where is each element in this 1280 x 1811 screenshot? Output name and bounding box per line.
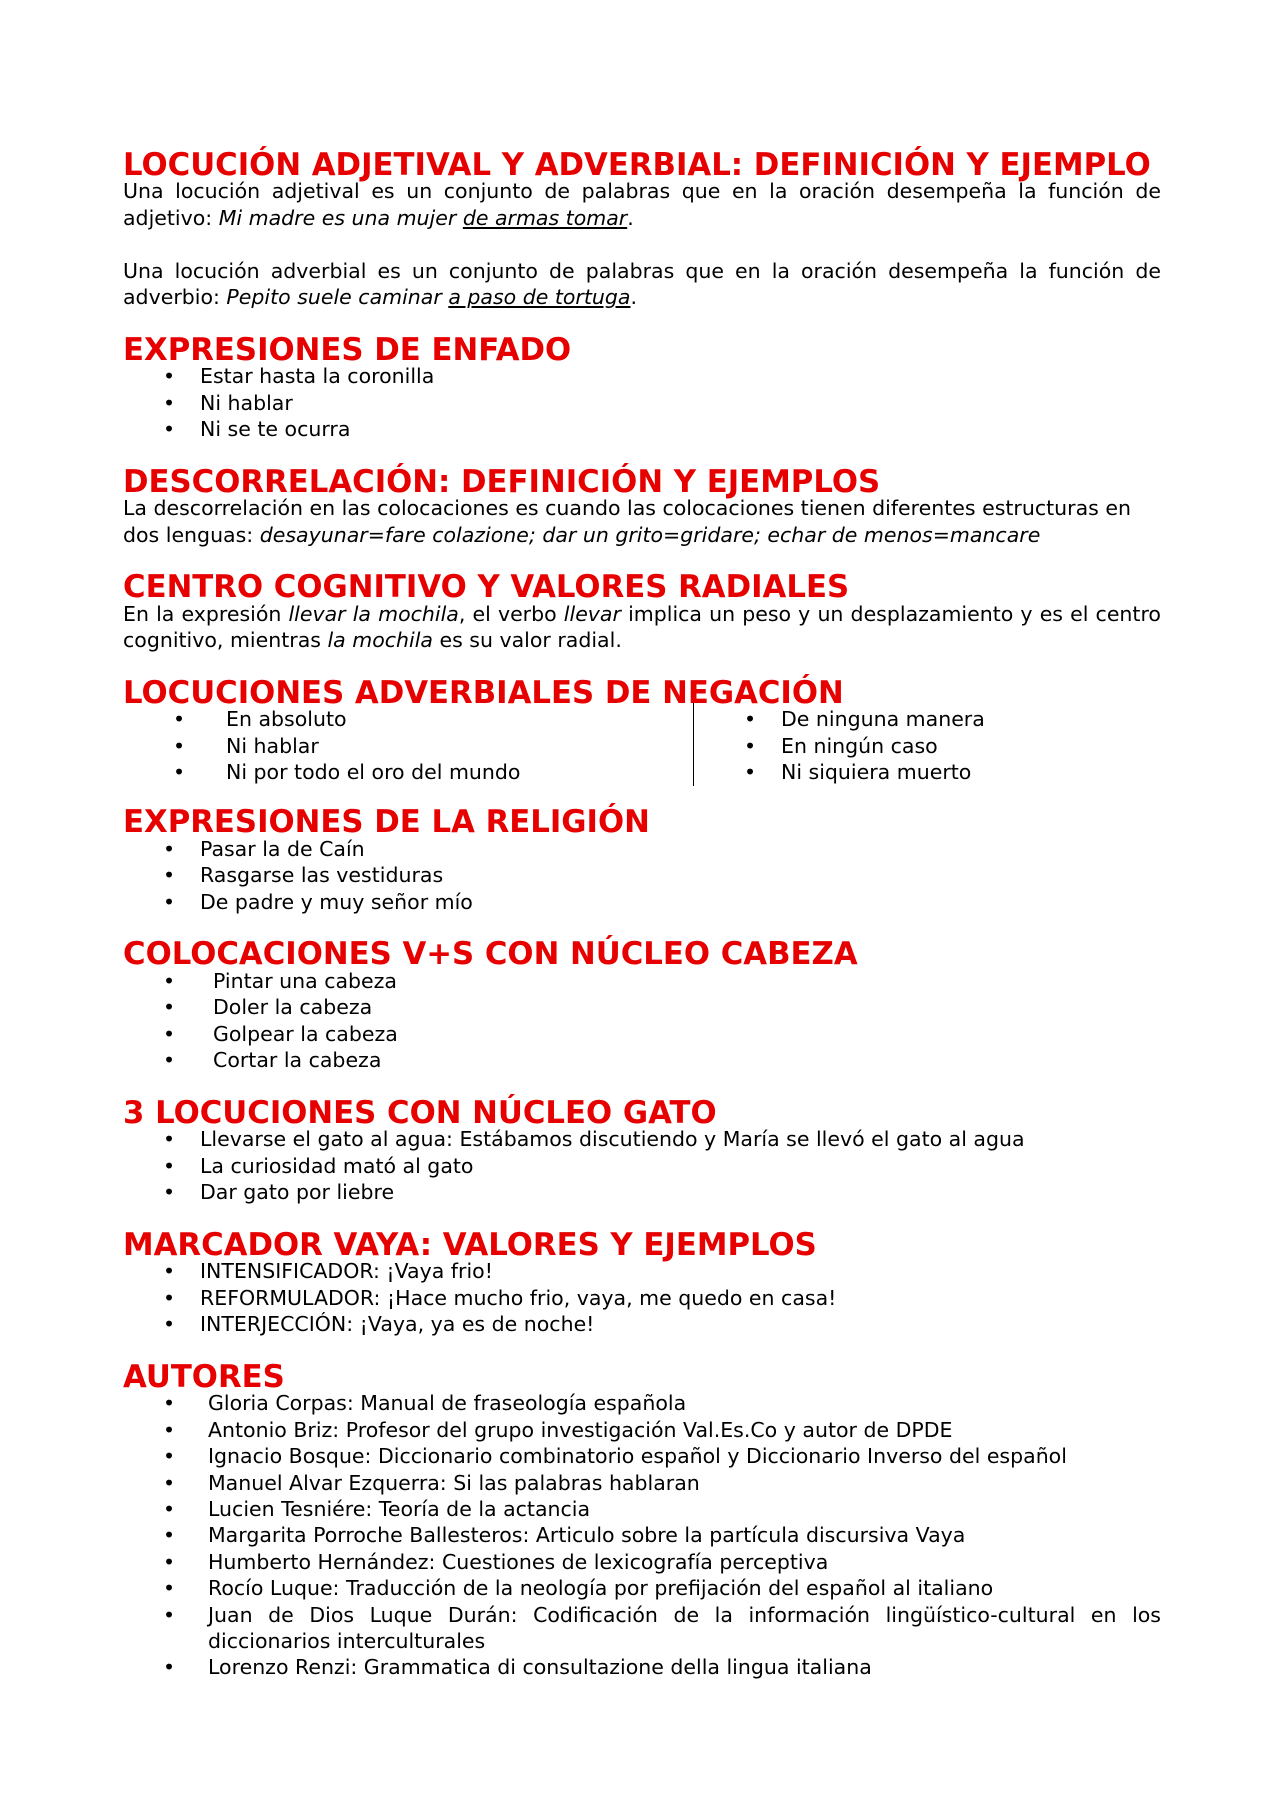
list-autores — [123, 1390, 1161, 1680]
list-item: • Lucien Tesniére: Teoría de la actancia — [123, 1496, 1161, 1522]
example: Pepito suele caminar — [226, 285, 449, 310]
list-item: • Rocío Luque: Traducción de la neología por prefijación del español al italiano — [123, 1575, 1161, 1601]
heading-cabeza: COLOCACIONES V+S CON NÚCLEO CABEZA — [123, 936, 858, 973]
list-item: • Llevarse el gato al agua: Estábamos discutiendo y María se llevó el gato al agua — [123, 1126, 1161, 1152]
list-item: • La curiosidad mató al gato — [123, 1153, 1161, 1179]
list-item: • INTERJECCIÓN: ¡Vaya, ya es de noche! — [123, 1311, 1161, 1337]
list-item: • En ningún caso — [744, 733, 1204, 759]
paragraph-locucion-adjetival — [123, 178, 1161, 231]
paragraph-descorrelacion — [123, 495, 1161, 548]
list-item: • Gloria Corpas: Manual de fraseología española — [123, 1390, 1161, 1416]
list-item: • Doler la cabeza — [123, 994, 1161, 1020]
list-item: • De ninguna manera — [744, 706, 1204, 732]
example: la mochila — [327, 628, 433, 653]
list-item: • Rasgarse las vestiduras — [123, 862, 1161, 888]
list-gato — [123, 1126, 1161, 1205]
text: implica un peso y un desplazamiento y es el centro cognitivo, mientras — [123, 601, 1161, 653]
list-item: • Dar gato por liebre — [123, 1179, 1161, 1205]
list-item: • Pintar una cabeza — [123, 968, 1161, 994]
list-item: • Ignacio Bosque: Diccionario combinatorio español y Diccionario Inverso del español — [123, 1443, 1161, 1469]
period: . — [630, 285, 637, 310]
heading-locucion: LOCUCIÓN ADJETIVAL Y ADVERBIAL: DEFINICIÓN Y EJEMPLO — [123, 147, 1151, 183]
list-item: • En absoluto — [173, 706, 693, 732]
list-religion — [123, 836, 1161, 915]
paragraph-centro-cognitivo — [123, 601, 1161, 654]
list-item: • Ni hablar — [173, 733, 693, 759]
list-item: • Ni por todo el oro del mundo — [173, 759, 693, 785]
list-item: • Ni se te ocurra — [123, 416, 1161, 442]
list-item: • Golpear la cabeza — [123, 1021, 1161, 1047]
list-item: • REFORMULADOR: ¡Hace mucho frio, vaya, me quedo en casa! — [123, 1285, 1161, 1311]
list-item: • Lorenzo Renzi: Grammatica di consultazione della lingua italiana — [123, 1654, 1161, 1680]
heading-vaya: MARCADOR VAYA: VALORES Y EJEMPLOS — [123, 1226, 817, 1263]
example: Mi madre es una mujer — [218, 205, 463, 230]
list-cabeza — [123, 968, 1161, 1074]
heading-negacion: LOCUCIONES ADVERBIALES DE NEGACIÓN — [123, 675, 844, 712]
heading-religion: EXPRESIONES DE LA RELIGIÓN — [123, 804, 650, 841]
text: La descorrelación en las colocaciones es cuando las colocaciones tienen diferentes estructuras en dos lenguas: — [123, 496, 1131, 547]
list-item: • Estar hasta la coronilla — [123, 363, 1161, 389]
period: . — [627, 205, 634, 230]
heading-centro-cognitivo: CENTRO COGNITIVO Y VALORES RADIALES — [123, 569, 850, 606]
heading-enfado: EXPRESIONES DE ENFADO — [123, 331, 572, 368]
list-item: • Margarita Porroche Ballesteros: Articulo sobre la partícula discursiva Vaya — [123, 1522, 1161, 1548]
list-item: • Antonio Briz: Profesor del grupo investigación Val.Es.Co y autor de DPDE — [123, 1417, 1161, 1443]
list-item: • Ni siquiera muerto — [744, 759, 1204, 785]
list-item: • De padre y muy señor mío — [123, 889, 1161, 915]
list-item: • INTENSIFICADOR: ¡Vaya frio! — [123, 1258, 1161, 1284]
text: Una locución adverbial es un conjunto de palabras que en la oración desempeña la función de adverbio: — [123, 258, 1161, 310]
list-negacion-right — [693, 703, 1204, 786]
list-item: • Manuel Alvar Ezquerra: Si las palabras hablaran — [123, 1470, 1161, 1496]
heading-descorrelacion: DESCORRELACIÓN: DEFINICIÓN Y EJEMPLOS — [123, 463, 881, 500]
list-negacion-left — [173, 706, 693, 785]
list-item: • Pasar la de Caín — [123, 836, 1161, 862]
paragraph-locucion-adverbial — [123, 258, 1161, 311]
document-page — [123, 147, 1161, 1681]
list-vaya — [123, 1258, 1161, 1337]
list-enfado — [123, 363, 1161, 442]
text: , el verbo — [458, 601, 564, 626]
text: Una locución adjetival es un conjunto de palabras que en la oración desempeña la función de adjetivo: — [123, 179, 1161, 230]
example-locution: de armas tomar — [462, 205, 628, 230]
examples: desayunar=fare colazione; dar un grito=gridare; echar de menos=mancare — [259, 522, 1041, 547]
list-item: • Cortar la cabeza — [123, 1047, 1161, 1073]
text: En la expresión — [123, 601, 289, 626]
example-locution: a paso de tortuga — [448, 285, 631, 310]
negacion-columns — [123, 706, 1161, 785]
list-item: • Ni hablar — [123, 390, 1161, 416]
list-item: • Juan de Dios Luque Durán: Codificación de la información lingüístico-cultural en los diccionarios interculturales — [123, 1602, 1161, 1655]
example: llevar — [563, 601, 621, 626]
example: llevar la mochila — [288, 601, 459, 626]
text: es su valor radial. — [432, 628, 622, 653]
heading-autores: AUTORES — [123, 1358, 285, 1395]
heading-gato: 3 LOCUCIONES CON NÚCLEO GATO — [123, 1094, 717, 1131]
list-item: • Humberto Hernández: Cuestiones de lexicografía perceptiva — [123, 1549, 1161, 1575]
